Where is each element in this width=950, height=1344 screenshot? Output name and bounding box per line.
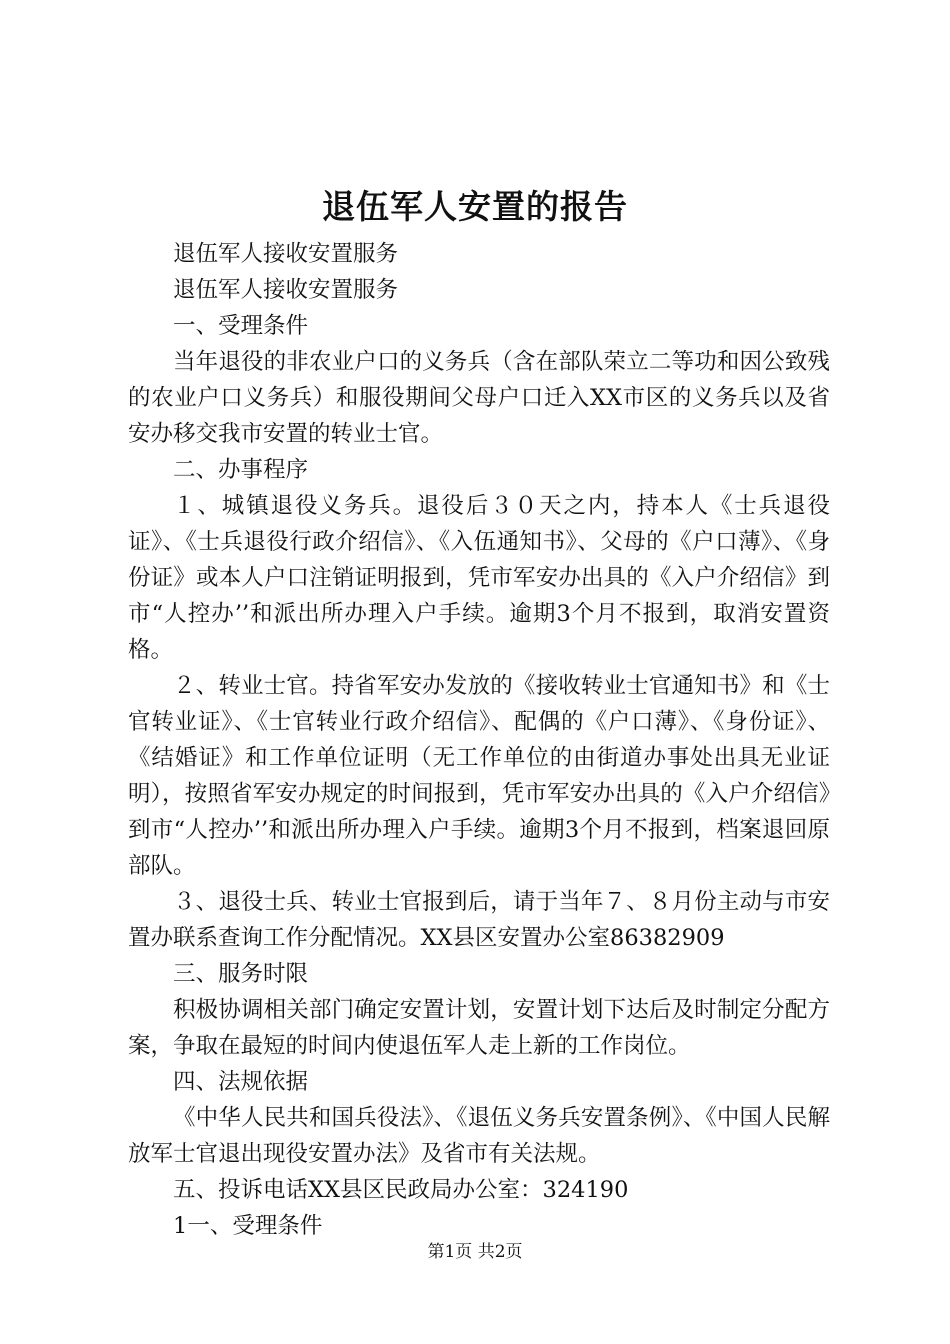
paragraph-service-heading-1: 退伍军人接收安置服务 xyxy=(173,241,399,267)
paragraph-next-section: 1一、受理条件 xyxy=(173,1213,323,1239)
document-body xyxy=(128,236,830,1244)
page-footer: 第1页 共2页 xyxy=(427,1242,523,1262)
paragraph-time-limit: 积极协调相关部门确定安置计划，安置计划下达后及时制定分配方案，争取在最短的时间内使退伍军人走上新的工作岗位。 xyxy=(128,997,830,1059)
paragraph-complaint-phone: 五、投诉电话XX县区民政局办公室：324190 xyxy=(173,1177,629,1203)
document-title: 退伍军人安置的报告 xyxy=(322,187,628,226)
section-heading-conditions: 一、受理条件 xyxy=(173,313,309,339)
paragraph-legal-basis: 《中华人民共和国兵役法》、《退伍义务兵安置条例》、《中国人民解放军士官退出现役安置办法》及省市有关法规。 xyxy=(128,1105,830,1167)
section-heading-procedure: 二、办事程序 xyxy=(173,457,309,483)
paragraph-procedure-3: ３、退役士兵、转业士官报到后，请于当年７、８月份主动与市安置办联系查询工作分配情况。XX县区安置办公室86382909 xyxy=(128,889,830,951)
section-heading-legal-basis: 四、法规依据 xyxy=(173,1069,309,1095)
paragraph-service-heading-2: 退伍军人接收安置服务 xyxy=(173,277,399,303)
paragraph-procedure-1: １、城镇退役义务兵。退役后３０天之内，持本人《士兵退役证》、《士兵退役行政介绍信》、《入伍通知书》、父母的《户口薄》、《身份证》或本人户口注销证明报到，凭市军安办出具的《入户介绍信》到市“人控办’’和派出所办理入户手续。逾期3个月不报到，取消安置资格。 xyxy=(128,493,830,663)
section-heading-time-limit: 三、服务时限 xyxy=(173,961,309,987)
paragraph-conditions: 当年退役的非农业户口的义务兵（含在部队荣立二等功和因公致残的农业户口义务兵）和服役期间父母户口迁入XX市区的义务兵以及省安办移交我市安置的转业士官。 xyxy=(128,349,830,447)
paragraph-procedure-2: ２、转业士官。持省军安办发放的《接收转业士官通知书》和《士官转业证》、《士官转业行政介绍信》、配偶的《户口薄》、《身份证》、《结婚证》和工作单位证明（无工作单位的由街道办事处出具无业证明），按照省军安办规定的时间报到，凭市军安办出具的《入户介绍信》到市“人控办’’和派出所办理入户手续。逾期3个月不报到，档案退回原部队。 xyxy=(128,673,830,879)
